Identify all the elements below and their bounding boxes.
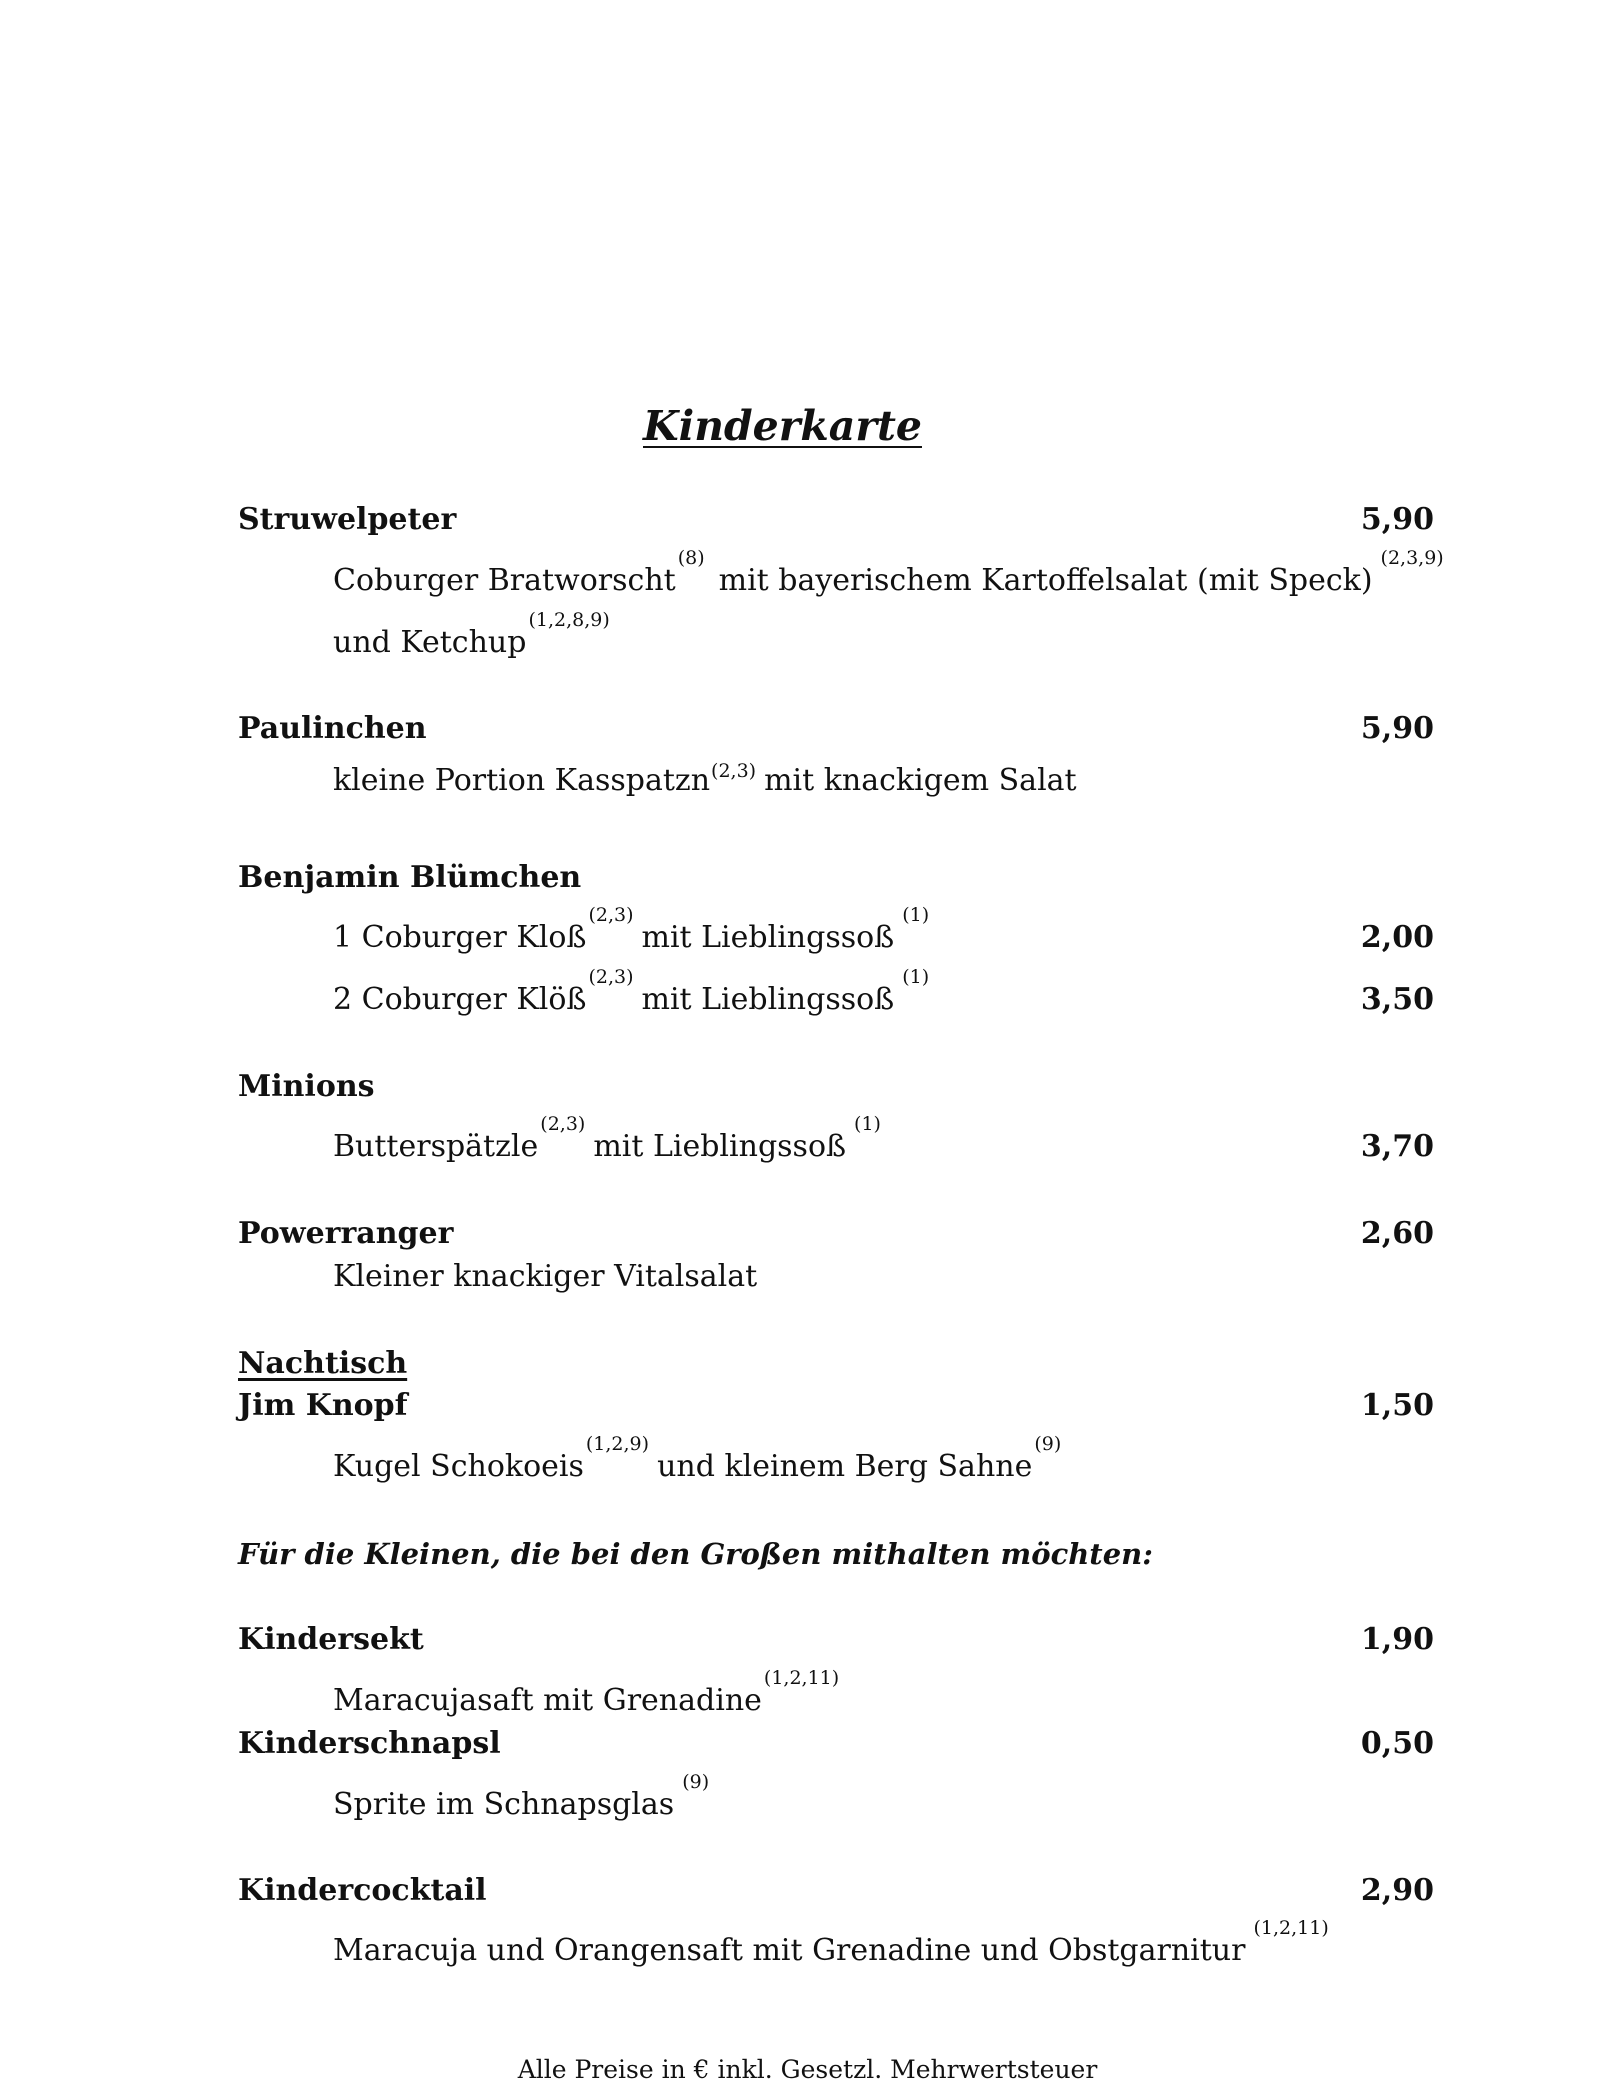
item-desc-benjamin-2 [333, 966, 930, 1017]
allergen-note: (2,3) [588, 904, 634, 926]
item-price-kindercocktail: 2,90 [1360, 1873, 1434, 1908]
item-name-powerranger: Powerranger [238, 1216, 454, 1251]
item-price-minions: 3,70 [1360, 1129, 1434, 1164]
section-heading-dessert: Nachtisch [238, 1346, 408, 1381]
item-desc-powerranger: Kleiner knackiger Vitalsalat [333, 1259, 758, 1294]
item-price-paulinchen: 5,90 [1360, 711, 1434, 746]
item-name-paulinchen: Paulinchen [238, 711, 427, 746]
item-name-kindersekt: Kindersekt [238, 1622, 424, 1657]
desc-text: Sprite im Schnapsglas [333, 1787, 675, 1822]
allergen-note: (9) [1034, 1433, 1062, 1455]
desc-text: mit Lieblingssoß [593, 1129, 847, 1164]
item-desc-kinderschnapsl [333, 1771, 710, 1822]
allergen-note: (1,2,8,9) [528, 609, 610, 631]
item-name-kindercocktail: Kindercocktail [238, 1873, 487, 1908]
item-name-jim-knopf: Jim Knopf [238, 1388, 408, 1423]
allergen-note: (1,2,9) [585, 1433, 650, 1455]
desc-text: mit bayerischem Kartoffelsalat (mit Speck) [718, 563, 1373, 598]
desc-text: Maracujasaft mit Grenadine [333, 1683, 762, 1718]
desc-text: kleine Portion Kasspatzn [333, 763, 711, 798]
desc-text: Maracuja und Orangensaft mit Grenadine und Obstgarnitur [333, 1933, 1246, 1968]
allergen-note: (1,2,11) [763, 1667, 840, 1689]
allergen-note: (8) [677, 547, 705, 569]
desc-text: Coburger Bratworscht [333, 563, 676, 598]
desc-text: 1 Coburger Kloß [333, 920, 587, 955]
allergen-note: (2,3) [588, 966, 634, 988]
item-name-struwelpeter: Struwelpeter [238, 502, 457, 537]
item-desc-paulinchen [333, 760, 1077, 798]
desc-text: mit Lieblingssoß [641, 982, 895, 1017]
item-price-struwelpeter: 5,90 [1360, 502, 1434, 537]
item-desc-jim-knopf [333, 1433, 1062, 1484]
item-desc-struwelpeter-2 [333, 609, 610, 660]
allergen-note: (2,3,9) [1380, 547, 1444, 569]
item-desc-kindersekt [333, 1667, 840, 1718]
drinks-intro-note: Für die Kleinen, die bei den Großen mithalten möchten: [238, 1537, 1153, 1571]
desc-text: mit Lieblingssoß [641, 920, 895, 955]
desc-text: Butterspätzle [333, 1129, 539, 1164]
allergen-note: (2,3) [540, 1113, 586, 1135]
desc-text: mit knackigem Salat [764, 763, 1077, 798]
allergen-note: (1) [902, 966, 930, 988]
desc-text: und kleinem Berg Sahne [657, 1449, 1033, 1484]
item-name-kinderschnapsl: Kinderschnapsl [238, 1726, 501, 1761]
item-desc-benjamin-1 [333, 904, 930, 955]
item-desc-struwelpeter-1 [333, 547, 1444, 598]
item-price-kindersekt: 1,90 [1360, 1622, 1434, 1657]
desc-text: und Ketchup [333, 625, 527, 660]
item-name-minions: Minions [238, 1069, 375, 1104]
desc-text: 2 Coburger Klöß [333, 982, 587, 1017]
item-name-benjamin-bluemchen: Benjamin Blümchen [238, 860, 582, 895]
item-price-benjamin-1: 2,00 [1360, 920, 1434, 955]
page-title: Kinderkarte [643, 402, 922, 450]
allergen-note: (1) [854, 1113, 881, 1135]
item-desc-minions [333, 1113, 881, 1164]
desc-text: Kugel Schokoeis [333, 1449, 584, 1484]
item-price-jim-knopf: 1,50 [1360, 1388, 1434, 1423]
allergen-note: (2,3) [711, 760, 757, 782]
item-price-benjamin-2: 3,50 [1360, 982, 1434, 1017]
price-footnote: Alle Preise in € inkl. Gesetzl. Mehrwertsteuer [517, 2055, 1098, 2084]
allergen-note: (9) [682, 1771, 710, 1793]
allergen-note: (1,2,11) [1253, 1917, 1329, 1939]
item-desc-kindercocktail [333, 1917, 1329, 1968]
item-price-powerranger: 2,60 [1360, 1216, 1434, 1251]
allergen-note: (1) [902, 904, 930, 926]
item-price-kinderschnapsl: 0,50 [1360, 1726, 1434, 1761]
